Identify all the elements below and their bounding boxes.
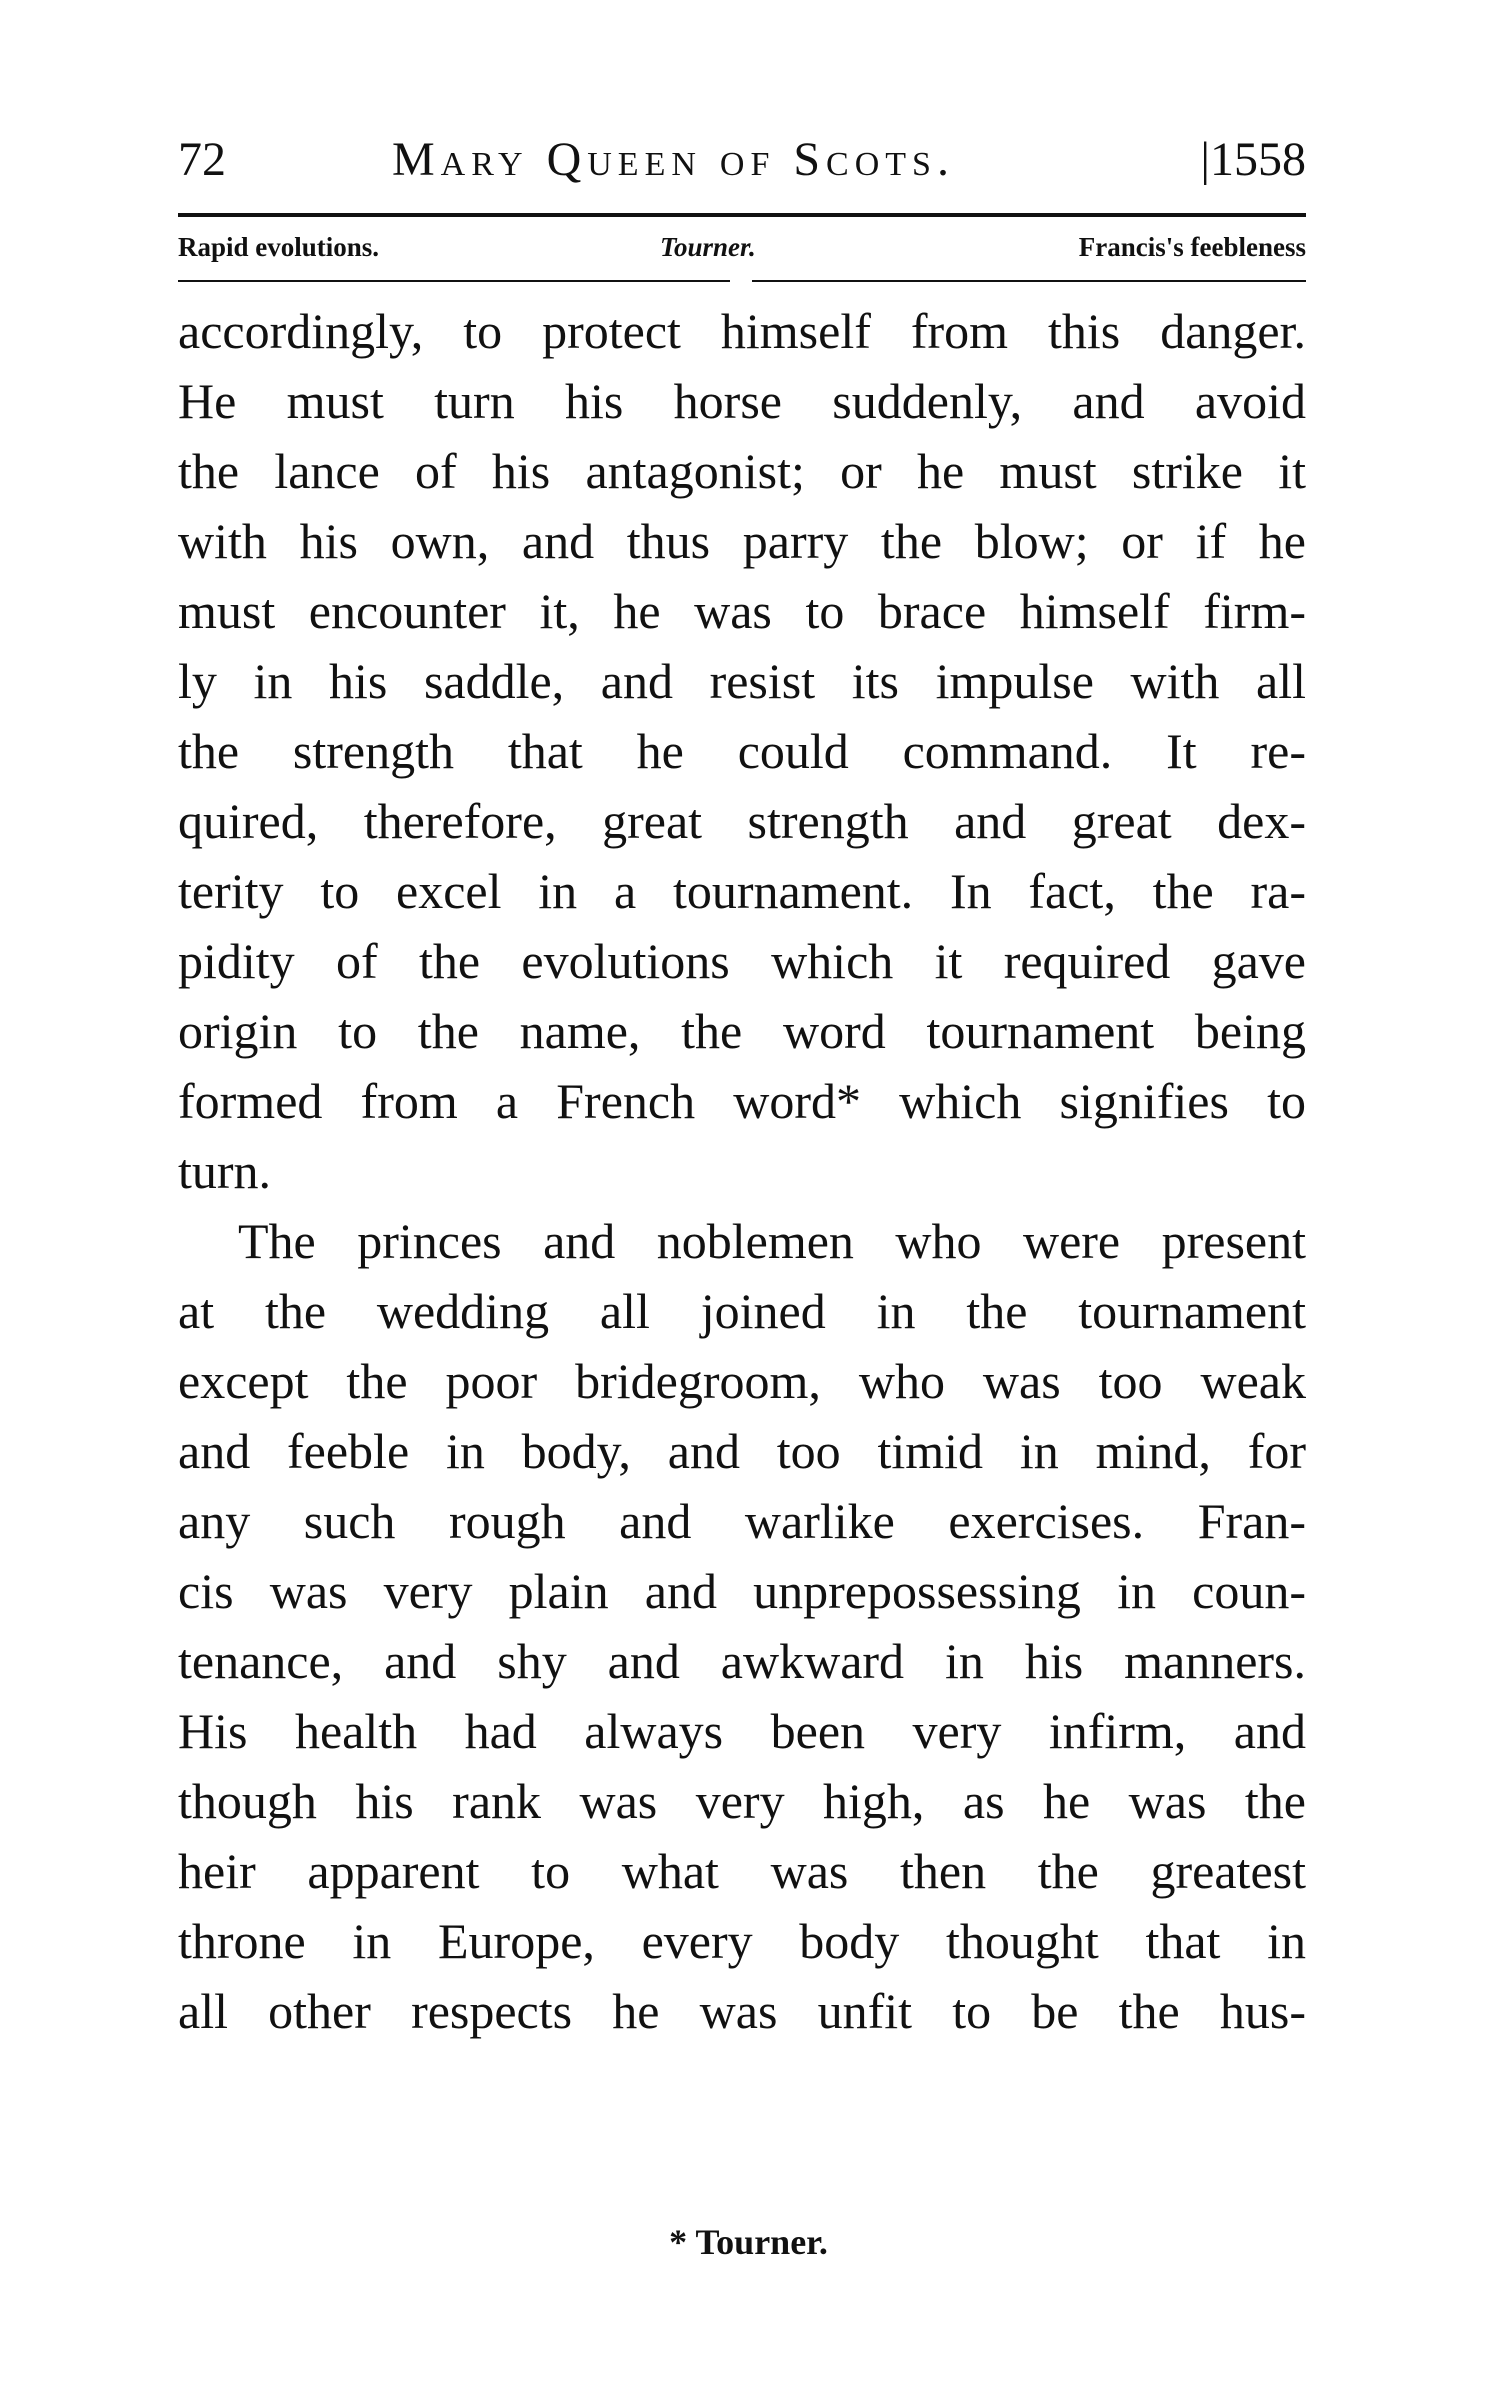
running-header <box>178 125 1306 195</box>
text-line: the strength that he could command. It re- <box>178 723 1306 779</box>
sidenote-row <box>178 224 1306 270</box>
text-line: the lance of his antagonist; or he must strike it <box>178 443 1306 499</box>
text-line: with his own, and thus parry the blow; or if he <box>178 513 1306 569</box>
text-line: He must turn his horse suddenly, and avoid <box>178 373 1306 429</box>
footnote: * Tourner. <box>669 2222 828 2262</box>
sidenote-right: Francis's feebleness <box>1078 232 1306 262</box>
text-line: pidity of the evolutions which it required gave <box>178 933 1306 989</box>
text-line: cis was very plain and unprepossessing in coun- <box>178 1563 1306 1619</box>
page-number: 72 <box>178 133 226 186</box>
text-line: and feeble in body, and too timid in mind, for <box>178 1423 1306 1479</box>
running-title: Mary Queen of Scots. <box>392 133 955 186</box>
text-line: His health had always been very infirm, and <box>178 1703 1306 1759</box>
sidenote-center: Tourner. <box>660 232 756 262</box>
header-rule <box>178 213 1306 217</box>
text-line: ly in his saddle, and resist its impulse with all <box>178 653 1306 709</box>
text-line: tenance, and shy and awkward in his manners. <box>178 1633 1306 1689</box>
text-line: formed from a French word* which signifies to <box>178 1073 1306 1129</box>
text-line: must encounter it, he was to brace himself firm- <box>178 583 1306 639</box>
sidenote-left: Rapid evolutions. <box>178 232 380 262</box>
text-line: The princes and noblemen who were present <box>238 1213 1306 1269</box>
text-line: throne in Europe, every body thought that in <box>178 1913 1306 1969</box>
text-line: at the wedding all joined in the tournament <box>178 1283 1306 1339</box>
text-line: any such rough and warlike exercises. Fran- <box>178 1493 1306 1549</box>
text-line: origin to the name, the word tournament being <box>178 1003 1306 1059</box>
text-line: except the poor bridegroom, who was too weak <box>178 1353 1306 1409</box>
text-line: turn. <box>178 1143 272 1199</box>
text-line: quired, therefore, great strength and great dex- <box>178 793 1306 849</box>
text-line: heir apparent to what was then the greatest <box>178 1843 1306 1899</box>
sidenote-rule-left <box>178 280 730 282</box>
year-marker: |1558 <box>1200 133 1306 186</box>
body-text <box>178 296 1306 2046</box>
text-line: accordingly, to protect himself from this danger. <box>178 303 1306 359</box>
text-line: all other respects he was unfit to be the hus- <box>178 1983 1306 2039</box>
text-line: terity to excel in a tournament. In fact, the ra- <box>178 863 1306 919</box>
sidenote-rule-right <box>752 280 1306 282</box>
text-line: though his rank was very high, as he was the <box>178 1773 1306 1829</box>
